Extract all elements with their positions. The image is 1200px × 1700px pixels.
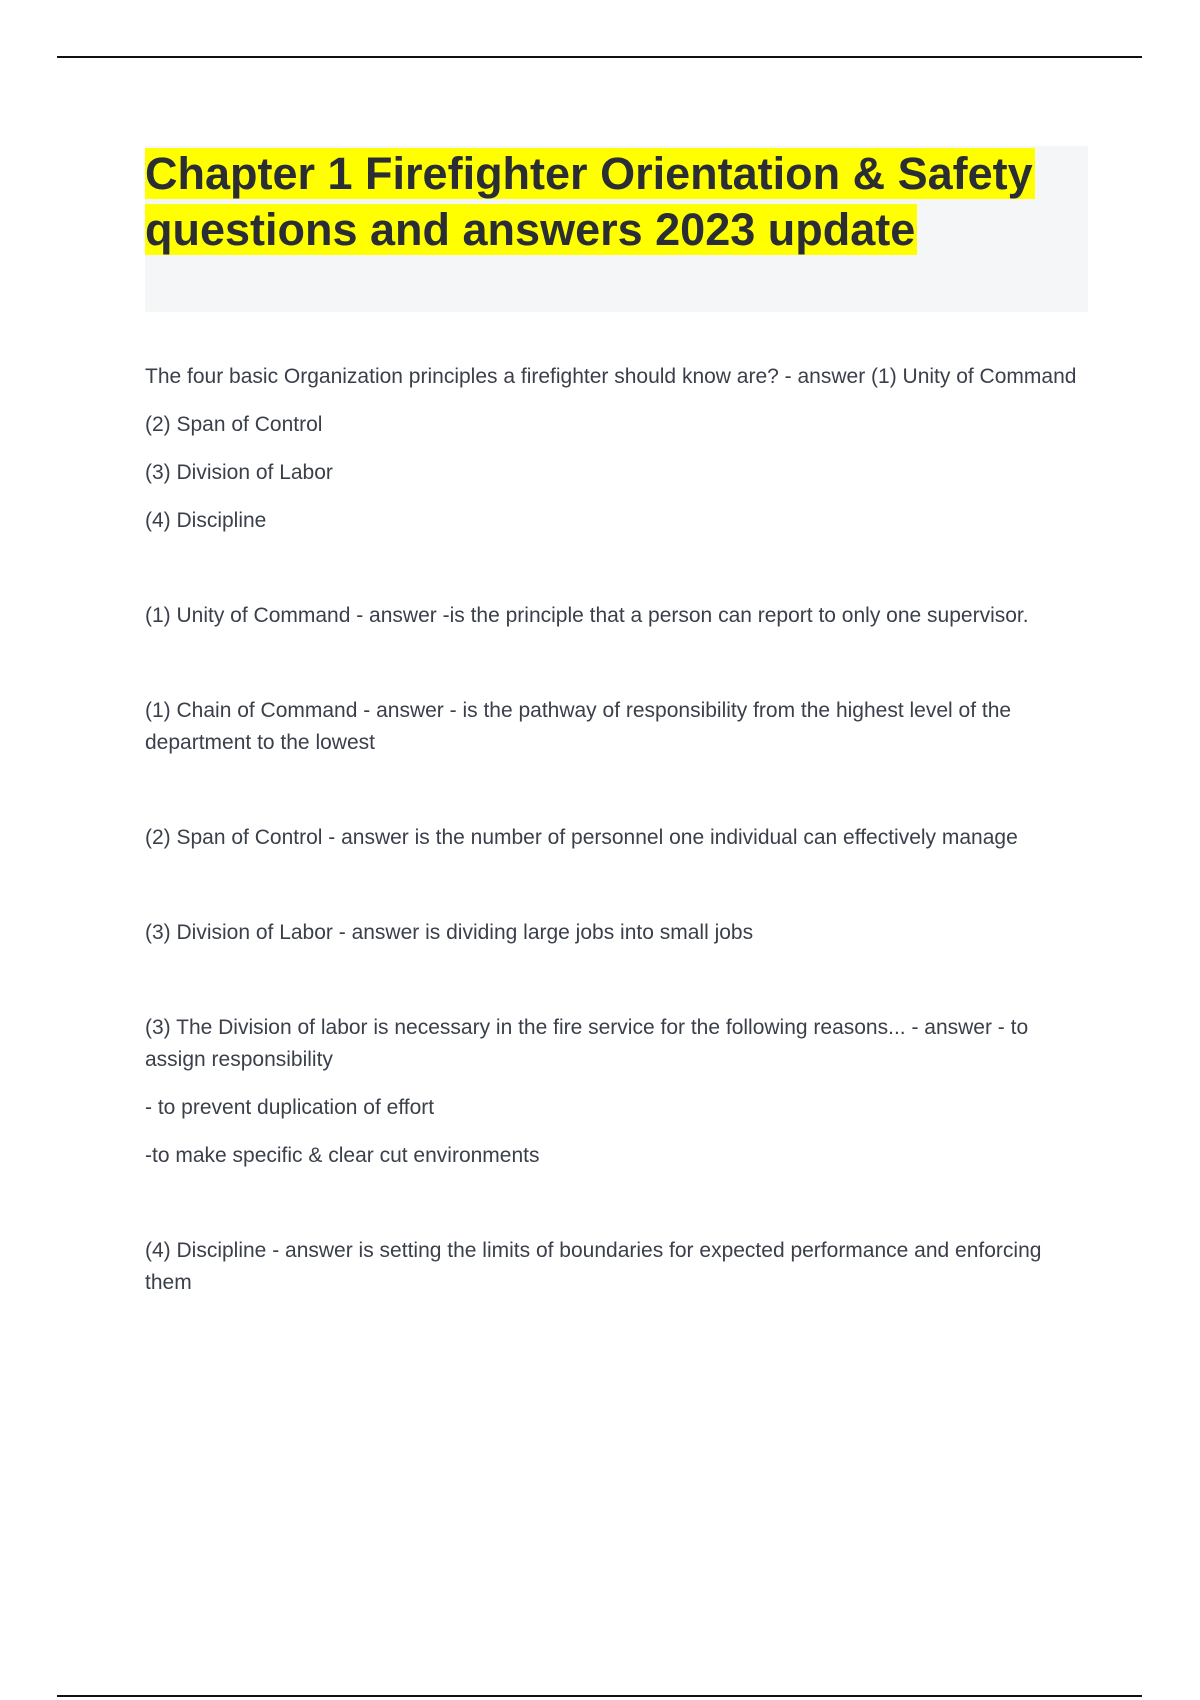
- qa-line: - to prevent duplication of effort: [145, 1096, 435, 1119]
- qa-item: [145, 361, 1090, 537]
- qa-line: (3) The Division of labor is necessary in the fire service for the following reasons... - answer - to assign responsibility: [145, 1016, 1029, 1071]
- bottom-divider: [57, 1695, 1142, 1697]
- qa-line: (4) Discipline - answer is setting the limits of boundaries for expected performance and enforcing them: [145, 1239, 1042, 1294]
- qa-line: (1) Chain of Command - answer - is the pathway of responsibility from the highest level of the department to the lowest: [145, 699, 1012, 754]
- qa-item: [145, 1235, 1090, 1299]
- qa-item: [145, 1012, 1090, 1172]
- qa-item: [145, 822, 1090, 854]
- title-block: [145, 146, 1088, 312]
- document-title: [145, 146, 1088, 258]
- qa-line: (4) Discipline: [145, 509, 267, 532]
- qa-list: [145, 361, 1090, 1362]
- qa-item: [145, 695, 1090, 759]
- qa-line: The four basic Organization principles a firefighter should know are? - answer (1) Unity of Command: [145, 365, 1077, 388]
- qa-item: [145, 600, 1090, 632]
- qa-item: [145, 917, 1090, 949]
- qa-line: (1) Unity of Command - answer -is the principle that a person can report to only one supervisor.: [145, 604, 1029, 627]
- qa-line: (3) Division of Labor - answer is dividing large jobs into small jobs: [145, 921, 754, 944]
- document-title-text: Chapter 1 Firefighter Orientation & Safety questions and answers 2023 update: [145, 148, 1033, 255]
- qa-line: -to make specific & clear cut environments: [145, 1144, 540, 1167]
- qa-line: (2) Span of Control: [145, 413, 323, 436]
- qa-line: (2) Span of Control - answer is the number of personnel one individual can effectively manage: [145, 826, 1018, 849]
- top-divider: [57, 56, 1142, 58]
- qa-line: (3) Division of Labor: [145, 461, 333, 484]
